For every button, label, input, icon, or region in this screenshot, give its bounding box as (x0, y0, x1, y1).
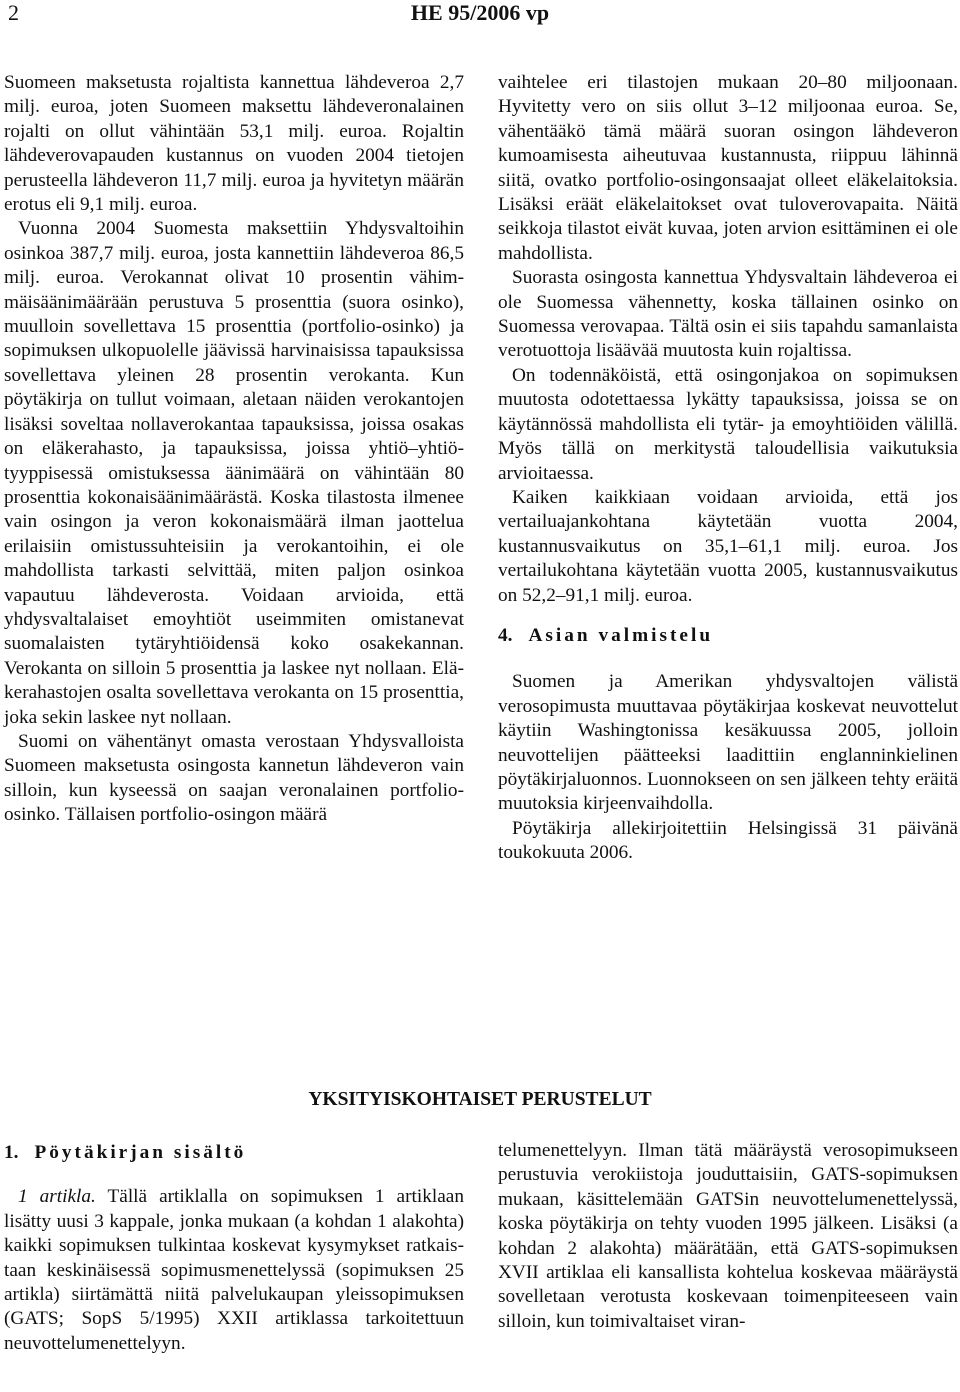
subsection-number: 1. (4, 1142, 19, 1163)
detail-right-column (498, 1139, 958, 1334)
paragraph (4, 1185, 464, 1356)
artikla-label: 1 artikla. (18, 1186, 96, 1208)
paragraph: On todennäköistä, että osingonjakoa on sopimuksen muutosta odotettaessa lykätty tapauksissa, joissa se on käytännössä mahdollista eli tytär- ja emoyhtiöiden välillä. Myös tällä on merkitystä taloudellisia vaikutuksia arvioitaessa. (498, 364, 958, 484)
artikla-text: Tällä artiklalla on sopimuksen 1 artiklaan lisätty uusi 3 kappale, jonka mukaan (a kohdan 1 alakohta) kaikki sopimuksen tulkintaa koskevat kysymykset ratkaistaan keskinäisessä sopimusmenettelyssä (sopimuksen 25 artikla) siirtämättä niitä palvelukaupan yleissopimuksen (GATS; SopS 5/1995) XXII artiklassa tarkoitettuun neuvottelumenettelyyn. (4, 1186, 464, 1354)
right-column (498, 71, 958, 866)
paragraph: Suomeen maksetusta rojaltista kannettua lähdeveroa 2,7 milj. euroa, joten Suomeen maksettu lähdeveronalainen rojalti on ollut vähintään 53,1 milj. euroa. Rojaltin lähdeverovapauden kustannus on vuoden 2004 tietojen perusteella lähdeveron 11,7 milj. euroa ja hyvitetyn määrän erotus eli 9,1 milj. euroa. (4, 72, 464, 216)
paragraph: Pöytäkirja allekirjoitettiin Helsingissä 31 päivänä toukokuuta 2006. (498, 817, 958, 864)
paragraph: Suorasta osingosta kannettua Yhdysvaltain lähdeveroa ei ole Suomessa vähennetty, koska tällainen osinko on Suomessa verovapaa. Tältä osin ei siis tapahdu samanlaista verotuottoja lisäävää muutosta kuin rojaltissa. (498, 267, 958, 362)
running-head: HE 95/2006 vp (410, 0, 550, 25)
paragraph: vaihtelee eri tilastojen mukaan 20–80 miljoonaan. Hyvitetty vero on siis ollut 3–12 miljoonaa euroa. Se, vähentääkö tämä määrä suoran osingon lähdeveron kumoamisesta aiheutuvaa kustannusta, riippuu lähinnä siitä, ovatko portfolio-osingonsaajat olleet eläkelaitoksia. Lisäksi eräät eläkelaitokset ovat tuloverovapaita. Näitä seikkoja tilastot eivät kuvaa, joten arvion esittäminen ei ole mahdollista. (498, 72, 958, 264)
subsection-title: Pöytäkirjan sisältö (34, 1142, 247, 1163)
section-heading-detail: YKSITYISKOHTAISET PERUSTELUT (308, 1089, 652, 1110)
section-heading (498, 624, 958, 648)
subsection-heading (4, 1141, 464, 1165)
section-title: Asian valmistelu (528, 624, 714, 646)
paragraph: Suomen ja Amerikan yhdysvaltojen välistä verosopimusta muuttavaa pöytäkirjaa koskevat neuvottelut käytiin Washingtonissa kesäkuussa 2005, jolloin neuvottelijen päätteeksi laadittiin englanninkielinen pöytäkirjaluonnos. Luonnokseen on sen jälkeen tehty eräitä muutoksia kirjeenvaihdolla. (498, 671, 958, 815)
paragraph: Vuonna 2004 Suomesta maksettiin Yhdysvaltoihin osinkoa 387,7 milj. euroa, josta kannettiin lähdeveroa 86,5 milj. euroa. Verokannat olivat 10 prosentin vähimmäisäänimäärään perustuva 5 prosenttia (suora osinko), muulloin sovellettava 15 prosenttia (portfolio-osinko) ja sopimuksen ulkopuolelle jäävissä harvinaisissa tapauksissa sovellettava yleinen 28 prosentin verokanta. Kun pöytäkirja on tullut voimaan, aletaan näiden verokantojen lisäksi soveltaa nollaverokantaa tapauksissa, joissa osakas on eläkerahasto, ja tapauksissa, joissa yhtiö–yhtiötyyppisessä omistuksessa äänimäärä on vähintään 80 prosenttia kokonaisäänimäärästä. Koska tilastosta ilmenee vain osingon ja veron kokonaismäärä ilman jaottelua erilaisiin omistussuhteisiin ja verokantoihin, ei ole mahdollista tarkasti selvittää, miten paljon osinkoa vapautuu lähdeverosta. Voidaan arvioida, että yhdysvaltalaiset emoyhtiöt useimmiten omistanevat suomalaisten tytäryhtiöidensä koko osakekannan. Verokanta on silloin 5 prosenttia ja laskee nyt nollaan. Eläkerahastojen osalta sovellettava verokanta on 15 prosenttia, joka sekin laskee nyt nollaan. (4, 218, 464, 728)
page-number: 2 (8, 0, 19, 25)
section-number: 4. (498, 624, 513, 646)
paragraph: telumenettelyyn. Ilman tätä määräystä verosopimukseen perustuvia verokiistoja jouduttaisiin, GATS-sopimuksen mukaan, käsittelemään GATSin neuvottelumenettelyssä, koska pöytäkirja on tehty vuoden 1995 jälkeen. Lisäksi (a kohdan 2 alakohta) määrätään, että GATS-sopimuksen XVII artiklaa eli kansallista kohtelua koskevaa määräystä sovelletaan verotusta koskevaan toimenpiteeseen vain silloin, kun toimivaltaiset viran- (498, 1140, 958, 1332)
paragraph: Suomi on vähentänyt omasta verostaan Yhdysvalloista Suomeen maksetusta osingosta kannetun lähdeveron vain silloin, kun kyseessä on saajan veronalainen portfolioosinko. Tällaisen portfolio-osingon määrä (4, 730, 464, 826)
left-column (4, 71, 464, 828)
paragraph: Kaiken kaikkiaan voidaan arvioida, että jos vertailuajankohtana käytetään vuotta 2004, kustannusvaikutus on 35,1–61,1 milj. euroa. Jos vertailukohtana käytetään vuotta 2005, kustannusvaikutus on 52,2–91,1 milj. euroa. (498, 486, 958, 606)
detail-left-column (4, 1139, 464, 1356)
